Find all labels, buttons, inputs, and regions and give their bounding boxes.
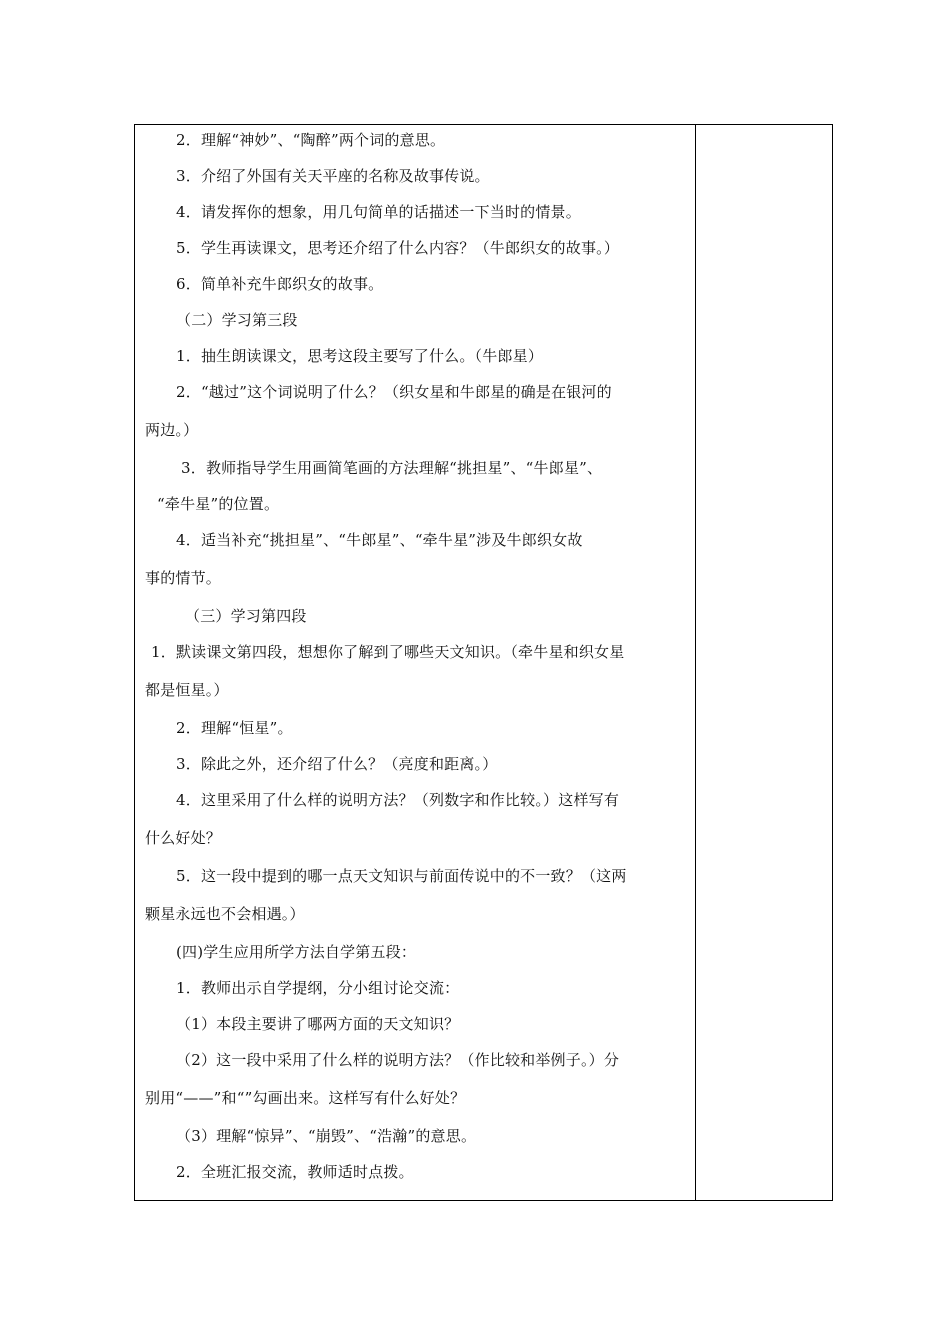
text-line: （1）本段主要讲了哪两方面的天文知识？	[176, 1015, 460, 1033]
lesson-table	[134, 124, 833, 1201]
notes-cell	[696, 125, 832, 1200]
text-line: 3．介绍了外国有关天平座的名称及故事传说。	[176, 167, 490, 185]
text-line: 5．这一段中提到的哪一点天文知识与前面传说中的不一致？（这两	[176, 867, 627, 885]
text-line: 6．简单补充牛郎织女的故事。	[176, 275, 384, 293]
text-line: 5．学生再读课文，思考还介绍了什么内容？（牛郎织女的故事。）	[176, 239, 620, 257]
text-line: 2．理解“神妙”、“陶醉”两个词的意思。	[176, 131, 446, 149]
text-line: 2．“越过”这个词说明了什么？（织女星和牛郎星的确是在银河的	[176, 383, 612, 401]
text-line: 别用“——”和“”勾画出来。这样写有什么好处？	[145, 1089, 466, 1107]
lesson-content-cell	[135, 125, 695, 1200]
text-line: （3）理解“惊异”、“崩毁”、“浩瀚”的意思。	[176, 1127, 477, 1145]
text-line: 3．教师指导学生用画简笔画的方法理解“挑担星”、“牛郎星”、	[181, 459, 603, 477]
text-line: 两边。）	[145, 421, 199, 439]
text-line: 什么好处？	[145, 829, 222, 847]
text-line: 2．理解“恒星”。	[176, 719, 293, 737]
text-line: 1．抽生朗读课文，思考这段主要写了什么。（牛郎星）	[176, 347, 544, 365]
text-line: 2．全班汇报交流，教师适时点拨。	[176, 1163, 414, 1181]
section-heading: （三）学习第四段	[185, 607, 307, 625]
text-line: 4．适当补充“挑担星”、“牛郎星”、“牵牛星”涉及牛郎织女故	[176, 531, 583, 549]
text-line: “牵牛星”的位置。	[157, 495, 280, 513]
text-line: 颗星永远也不会相遇。）	[145, 905, 305, 923]
section-heading: (四)学生应用所学方法自学第五段：	[176, 943, 417, 961]
text-line: （2）这一段中采用了什么样的说明方法？（作比较和举例子。）分	[176, 1051, 620, 1069]
text-line: 4．请发挥你的想象，用几句简单的话描述一下当时的情景。	[176, 203, 581, 221]
text-line: 1．默读课文第四段，想想你了解到了哪些天文知识。（牵牛星和织女星	[151, 643, 625, 661]
text-line: 3．除此之外，还介绍了什么？（亮度和距离。）	[176, 755, 498, 773]
text-line: 1．教师出示自学提纲，分小组讨论交流：	[176, 979, 460, 997]
text-line: 都是恒星。）	[145, 681, 229, 699]
text-line: 4．这里采用了什么样的说明方法？（列数字和作比较。）这样写有	[176, 791, 620, 809]
section-heading: （二）学习第三段	[176, 311, 298, 329]
text-line: 事的情节。	[145, 569, 222, 587]
